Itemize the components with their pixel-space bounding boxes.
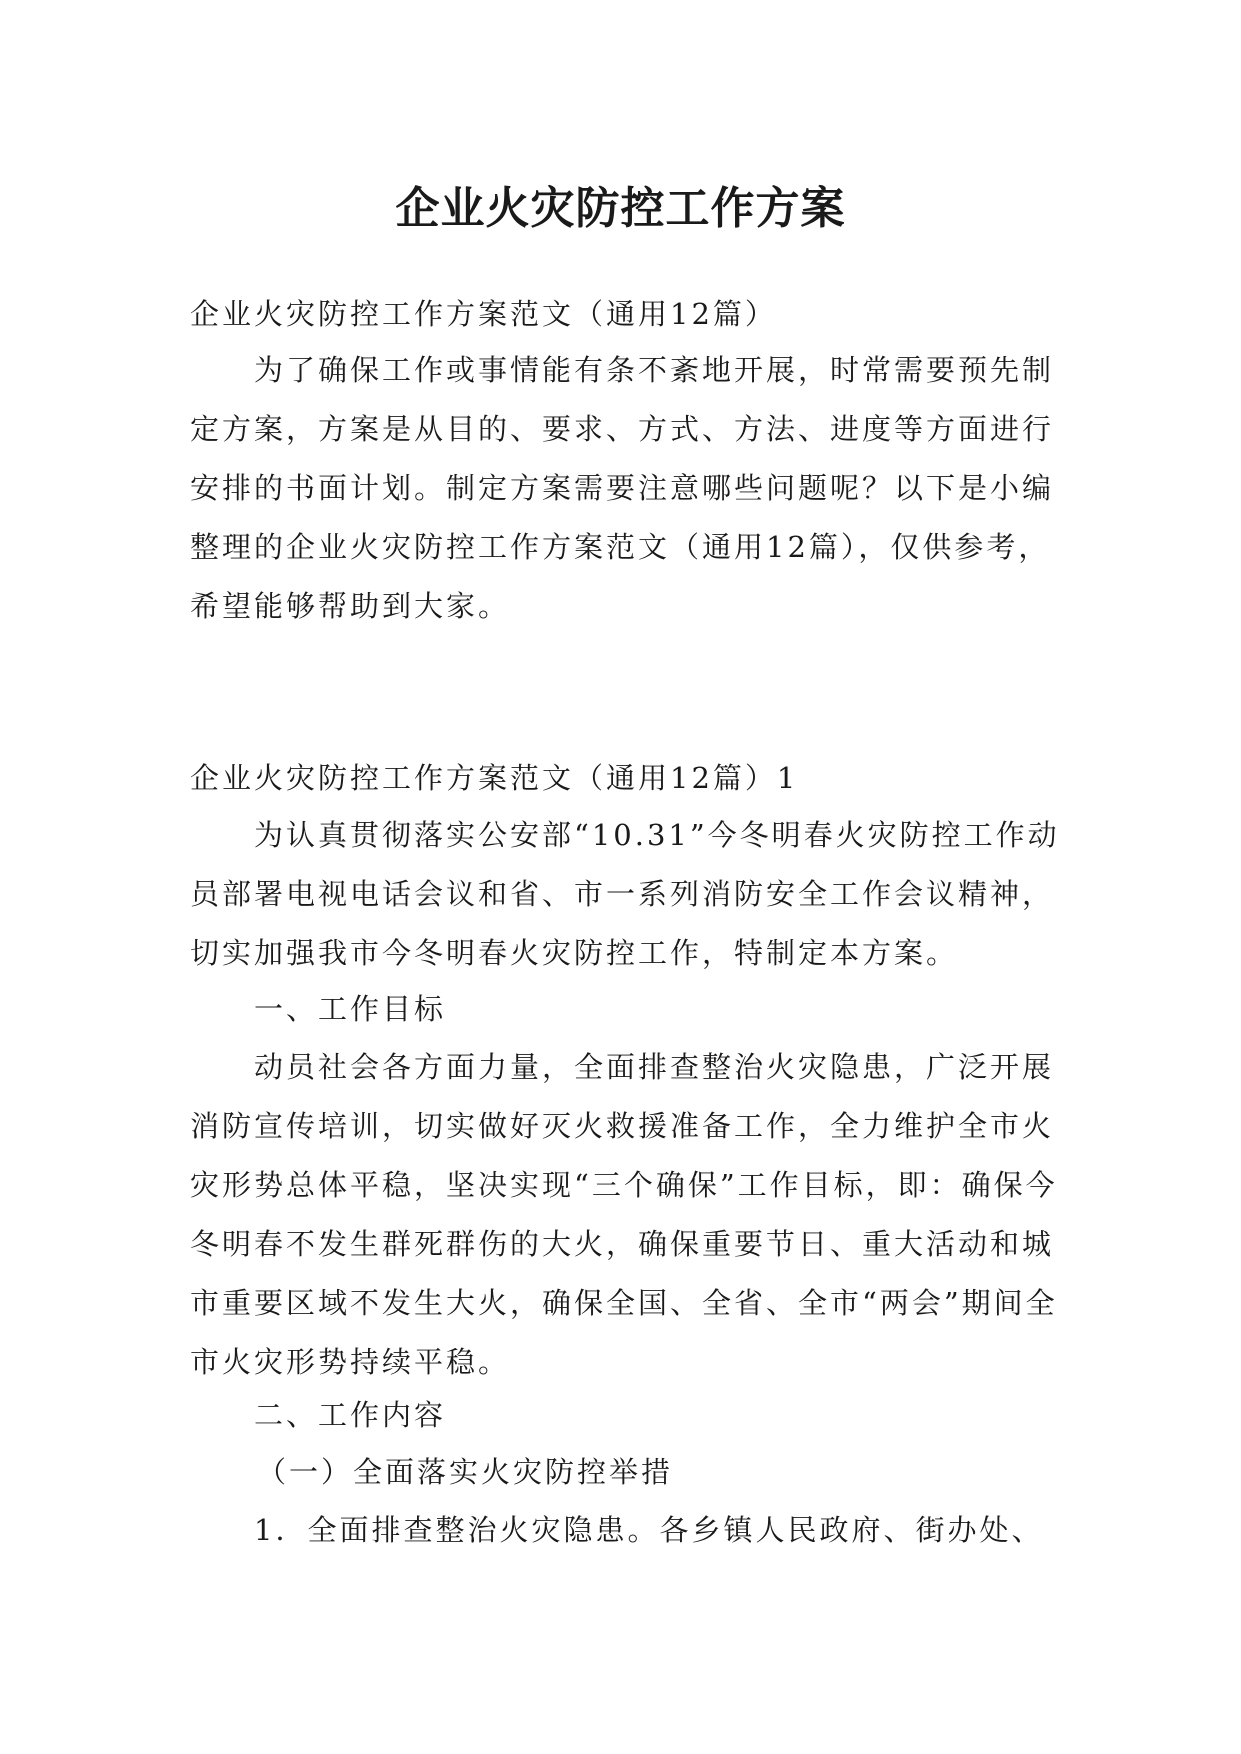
document-title: 企业火灾防控工作方案: [395, 183, 846, 235]
section-2-heading: 二、工作内容: [254, 1398, 447, 1432]
item-1-text: 1．全面排查整治火灾隐患。各乡镇人民政府、街办处、: [254, 1513, 1044, 1547]
intro-heading: 企业火灾防控工作方案范文（通用12篇）: [190, 297, 777, 331]
intro-paragraph: 为了确保工作或事情能有条不紊地开展，时常需要预先制定方案，方案是从目的、要求、方式、方法、进度等方面进行安排的书面计划。制定方案需要注意哪些问题呢？以下是小编整理的企业火灾防控工作方案范文（通用12篇），仅供参考，希望能够帮助到大家。: [190, 353, 1055, 623]
subsection-1-heading: （一）全面落实火灾防控举措: [257, 1455, 674, 1489]
section-1-heading: 一、工作目标: [254, 992, 447, 1026]
article-1-heading: 企业火灾防控工作方案范文（通用12篇）1: [190, 761, 799, 795]
section-1-paragraph: 动员社会各方面力量，全面排查整治火灾隐患，广泛开展消防宣传培训，切实做好灭火救援准备工作，全力维护全市火灾形势总体平稳，坚决实现“三个确保”工作目标，即：确保今冬明春不发生群死群伤的大火，确保重要节日、重大活动和城市重要区域不发生大火，确保全国、全省、全市“两会”期间全市火灾形势持续平稳。: [190, 1050, 1058, 1379]
article-1-paragraph: 为认真贯彻落实公安部“10.31”今冬明春火灾防控工作动员部署电视电话会议和省、市一系列消防安全工作会议精神，切实加强我市今冬明春火灾防控工作，特制定本方案。: [190, 818, 1060, 970]
